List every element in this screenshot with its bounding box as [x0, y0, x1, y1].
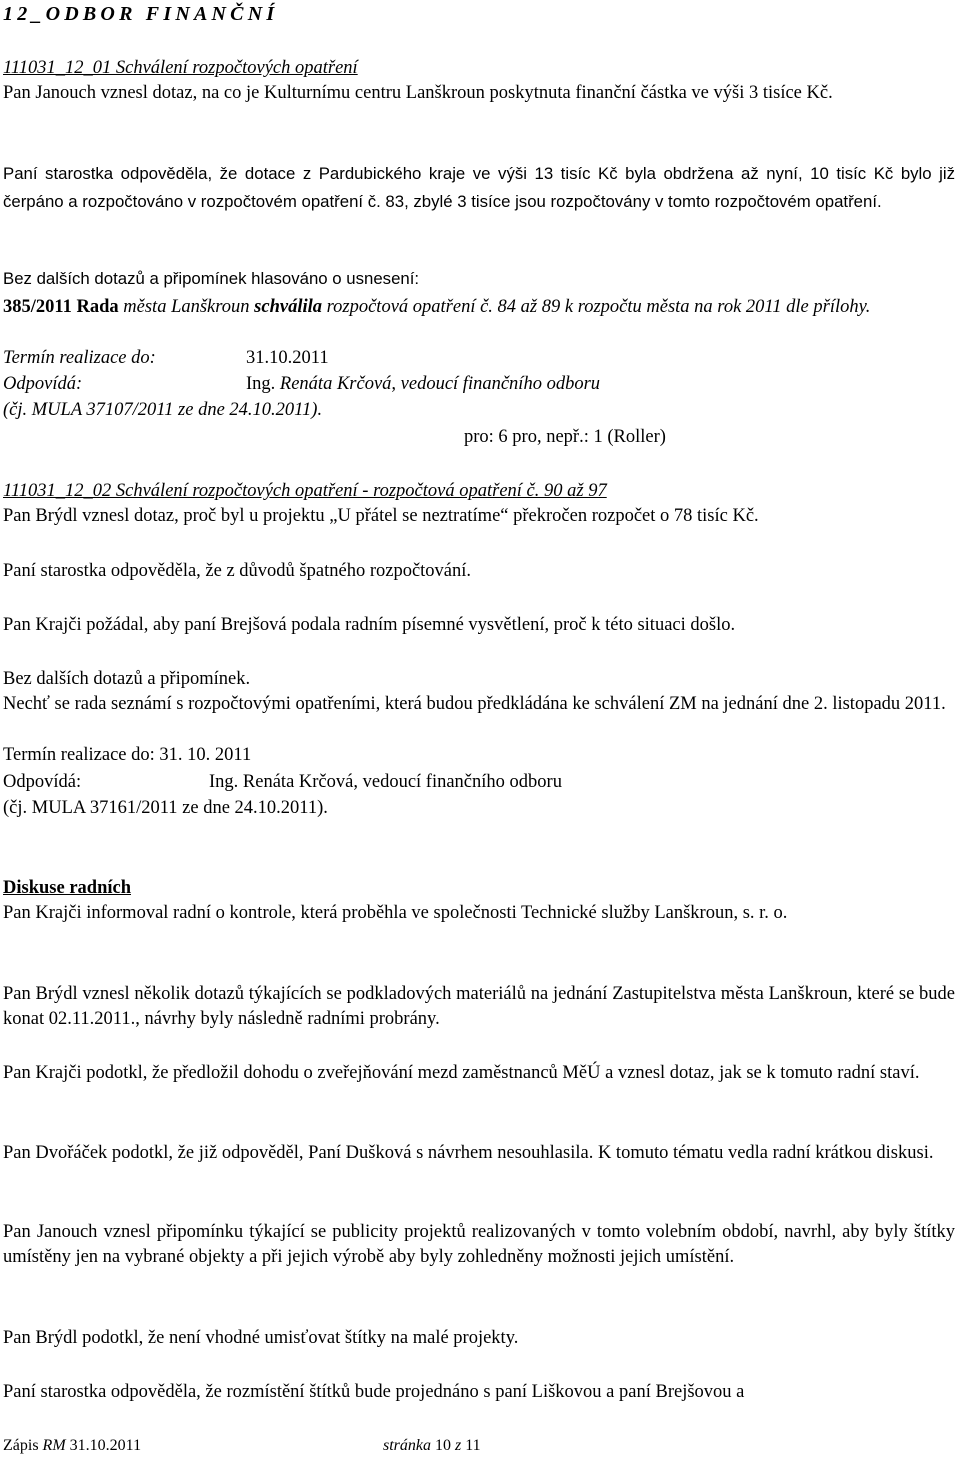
- responsible-ing: Ing.: [209, 772, 239, 792]
- page-footer: [3, 1433, 481, 1458]
- item1-answer-serif: Paní starostka odpověděla, že dotace z Pardubického kraje ve výši 13 tisíc Kč byla obdržena až nyní, 10 tisíc Kč bylo již čerpáno a rozpočtováno v rozpočtovém opatření č.: [3, 164, 955, 211]
- item2-p1: Pan Brýdl vznesl dotaz, proč byl u projektu „U přátel se neztratíme“ překročen rozpočet o 78 tisíc Kč.: [3, 506, 759, 526]
- item2-title: 111031_12_02 Schválení rozpočtových opatření - rozpočtová opatření č. 90 až 97: [3, 481, 607, 501]
- item2-deadline: [3, 743, 955, 768]
- resolution-schvalila: schválila: [254, 297, 322, 317]
- responsible-name: Renáta Krčová, vedoucí finančního odboru: [279, 374, 601, 394]
- resolution-text: rozpočtová opatření č. 84 až 89 k rozpočtu města na rok 2011 dle přílohy.: [326, 297, 871, 317]
- resolution-mesta: města Lanškroun: [123, 297, 250, 317]
- item2-p4: Bez dalších dotazů a připomínek.: [3, 669, 251, 689]
- vote-pro: pro: 6 pro, nepř.: [464, 427, 584, 447]
- deadline-value: 31.10.2011: [246, 348, 329, 368]
- discussion-p5: Pan Janouch vznesl připomínku týkající se publicity projektů realizovaných v tomto volebním období, navrhl, aby byly štítky umístěny jen na vybrané objekty a při jejich výrobě aby byly zohledněny možnosti jejich umístění.: [3, 1222, 955, 1267]
- item1-block: [3, 56, 955, 106]
- item2-p2: Paní starostka odpověděla, že z důvodů špatného rozpočtování.: [3, 561, 472, 581]
- vote-rest: : 1 (Roller): [583, 427, 666, 447]
- item1-title: 111031_12_01 Schválení rozpočtových opatření: [3, 58, 358, 78]
- footer-date: 31.10.2011: [69, 1437, 142, 1454]
- section-heading: 12_ODBOR FINANČNÍ: [3, 3, 279, 25]
- item2-ref: (čj. MULA 37161/2011 ze dne 24.10.2011).: [3, 798, 328, 818]
- item1-ref: (čj. MULA 37107/2011 ze dne 24.10.2011).: [3, 400, 323, 420]
- discussion-p2: Pan Brýdl vznesl několik dotazů týkajících se podkladových materiálů na jednání Zastupitelstva města Lanškroun, které se bude konat 02.11.2011., návrhy byly následně radními probrány.: [3, 984, 955, 1029]
- item2-p5: Nechť se rada seznámí s rozpočtovými opatřeními, která budou předkládána ke schválení ZM na jednání dne 2. listopadu 2011.: [3, 694, 946, 714]
- item1-vote-intro: Bez dalších dotazů a připomínek hlasováno o usnesení:: [3, 269, 420, 288]
- item1-responsible: [3, 372, 955, 397]
- resolution-rada: Rada: [76, 297, 119, 317]
- footer-page-z: z: [455, 1437, 462, 1454]
- discussion-p4: Pan Dvořáček podotkl, že již odpověděl, Paní Dušková s návrhem nesouhlasila. K tomuto tématu vedla radní krátkou diskusi.: [3, 1143, 934, 1163]
- footer-page-word: stránka: [383, 1437, 431, 1454]
- discussion-p3: Pan Krajči podotkl, že předložil dohodu o zveřejňování mezd zaměstnanců MěÚ a vznesl dotaz, jak se k tomuto radní staví.: [3, 1063, 920, 1083]
- item2-responsible: [3, 770, 955, 795]
- item1-answer: [3, 160, 955, 216]
- discussion-p7: Paní starostka odpověděla, že rozmístění štítků bude projednáno s paní Liškovou a paní Brejšovou a: [3, 1382, 745, 1402]
- discussion-title: Diskuse radních: [3, 878, 131, 898]
- deadline-label: Termín realizace do:: [3, 348, 156, 368]
- footer-rm: RM: [42, 1437, 66, 1454]
- discussion-p6: Pan Brýdl podotkl, že není vhodné umisťovat štítky na malé projekty.: [3, 1328, 519, 1348]
- item1-resolution: [3, 295, 955, 320]
- responsible-ing: Ing.: [246, 374, 276, 394]
- responsible-name: Renáta Krčová, vedoucí finančního odboru: [242, 772, 562, 792]
- footer-page-num: 10: [435, 1437, 451, 1454]
- item1-answer-sans: 83, zbylé 3 tisíce jsou rozpočtovány v tomto rozpočtovém opatření.: [385, 192, 882, 211]
- responsible-label: Odpovídá:: [3, 374, 83, 394]
- deadline-label: Termín realizace do:: [3, 745, 155, 765]
- item1-deadline: [3, 346, 955, 371]
- item2-p3: Pan Krajči požádal, aby paní Brejšová podala radním písemné vysvětlení, proč k této situaci došlo.: [3, 615, 736, 635]
- footer-zapis: Zápis: [3, 1437, 39, 1454]
- footer-page: [383, 1433, 481, 1458]
- item2-block: [3, 479, 955, 529]
- deadline-value: 31. 10. 2011: [159, 745, 252, 765]
- discussion-block: [3, 876, 955, 926]
- item1-question: Pan Janouch vznesl dotaz, na co je Kulturnímu centru Lanškroun poskytnuta finanční částka ve výši 3 tisíce Kč.: [3, 83, 833, 103]
- item1-vote-result: [464, 425, 944, 450]
- discussion-p1: Pan Krajči informoval radní o kontrole, která proběhla ve společnosti Technické služby Lanškroun, s. r. o.: [3, 903, 788, 923]
- footer-page-total: 11: [465, 1437, 481, 1454]
- resolution-number: 385/2011: [3, 297, 72, 317]
- responsible-label: Odpovídá:: [3, 772, 82, 792]
